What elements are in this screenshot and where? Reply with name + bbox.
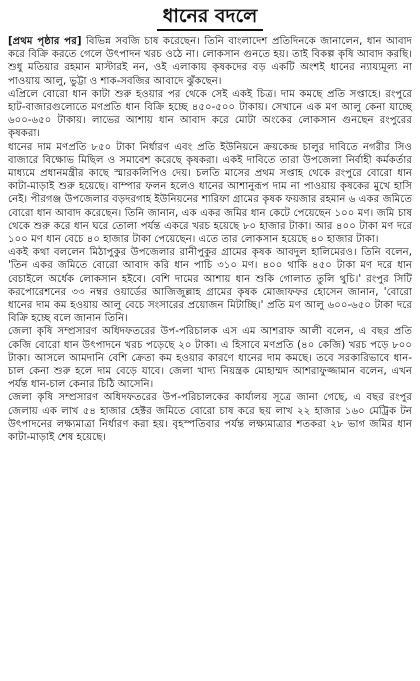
article-headline: ধানের বদলে xyxy=(157,4,264,31)
article-paragraph xyxy=(8,35,412,88)
article-paragraph: এপ্রিলে বোরো ধান কাটা শুরু হওয়ার পর থেকে সেই একই চিত্র। দাম কমছে প্রতি সপ্তাহে। রংপুরে হাট-বাজারগুলোতে মণপ্রতি ধান বিক্রি হচ্ছে ৪৫০-৫০০ টাকায়। সেখানে এক মণ আলু কেনা যাচ্ছে ৬০০-৬৫০ টাকায়। লাভের আশায় ধান আবাদ করে মোটা অংকের লোকসান গুনছেন রংপুরের কৃষকরা। xyxy=(8,88,412,140)
article-paragraph: একই কথা বললেন মিঠাপুকুর উপজেলার রানীপুকুর গ্রামের কৃষক আবদুল হালিমেরও। তিনি বলেন, 'তিন একর জমিতে বোরো আবাদ করি ধান পাচি ৩১০ মণ। ৪০০ থাকি ৪৫০ টাকা মণ দরে ধান বেচাইলে অর্ধেক লোকসান হইবে। বেশি দামের আশায় ধান শুকি গোলাত তুলি থুচি।' রংপুর সিটি করপোরেশনের ৩৩ নম্বর ওয়ার্ডের আজিজুল্লাহ গ্রামের কৃষক মোজাফফর হোসেন জানান, 'বোরো ধানের দাম কম হওয়ায় আলু বেচে সংসারের প্রয়োজন মিটাচ্ছি।' প্রতি মণ আলু ৬০০-৬৫০ টাকা দরে বিক্রি হচ্ছে বলে জানান তিনি। xyxy=(8,247,412,325)
article-paragraph: জেলা কৃষি সম্প্রসারণ অধিদফতরের উপ-পরিচালকের কার্যালয় সূত্রে জানা গেছে, এ বছর রংপুর জেলায় এক লাখ ৫৪ হাজার হেক্টর জমিতে বোরো চাষ করে ছয় লাখ ২২ হাজার ১৬০ মেট্রিক টন উৎপাদনের লক্ষ্যমাত্রা নির্ধারণ করা হয়। বৃহস্পতিবার পর্যন্ত লক্ষ্যমাত্রার শতকরা ২৮ ভাগ জমির ধান কাটা-মাড়াই শেষ হয়েছে। xyxy=(8,392,412,444)
headline-container xyxy=(8,4,412,31)
article-paragraph: ধানের দাম মণপ্রতি ৮৫০ টাকা নির্ধারণ এবং প্রতি ইউনিয়নে ক্রয়কেন্দ্র চালুর দাবিতে নগরীর সিও বাজারে বিক্ষোভ মিছিল ও সমাবেশ করেছে কৃষকরা। একই দাবিতে তারা উপজেলা নির্বাহী কর্মকর্তার মাধ্যমে প্রধানমন্ত্রীর কাছে স্মারকলিপিও দেয়। চলতি মাসের প্রথম সপ্তাহ থেকে রংপুরে বোরো ধান কাটা-মাড়াই শুরু হয়েছে। বাম্পার ফলন হলেও ধানের আশানুরূপ দাম না পাওয়ায় কৃষকের মুখে হাসি নেই। পীরগঞ্জ উপজেলার বড়দরগাহ ইউনিয়নের শারিফা গ্রামের কৃষক ফয়জার রহমান ৬ একর জমিতে বোরো ধান আবাদ করেছেন। তিনি জানান, এক একর জমির ধান কেটে পেয়েছেন ১০০ মণ। জমি চাষ থেকে শুরু করে ধান ঘরে তোলা পর্যন্ত একরে খরচ হয়েছে ৮০ হাজার টাকা। আর ৪০০ টাকা মণ দরে ১০০ মণ ধান বেচে ৪০ হাজার টাকা পেয়েছেন। এতে তার লোকসান হয়েছে ৪০ হাজার টাকা। xyxy=(8,141,412,246)
article-body xyxy=(8,35,412,444)
article-paragraph: জেলা কৃষি সম্প্রসারণ অধিদফতরের উপ-পরিচালক এস এম আশরাফ আলী বলেন, এ বছর প্রতি কেজি বোরো ধান উৎপাদনে খরচ পড়েছে ২০ টাকা। এ হিসাবে মণপ্রতি (৪০ কেজি) খরচ পড়ে ৮০০ টাকা। আসলে আমদানি বেশি ক্রেতা কম হওয়ার কারণে ধানের দাম কমছে। তবে সরকারিভাবে ধান-চাল কেনা শুরু হলে দাম বেড়ে যাবে। জেলা খাদ্য নিয়ন্ত্রক মোহাম্মদ আশরাফুজ্জামান বলেন, এখন পর্যন্ত ধান-চাল কেনার চিঠি আসেনি। xyxy=(8,326,412,391)
continued-from-front-page-label: [প্রথম পৃষ্ঠার পর] xyxy=(8,36,82,47)
paragraph-text: বিভিন্ন সবজি চাষ করেছেন। তিনি বাংলাদেশ প্রতিদিনকে জানালেন, ধান আবাদ করে বিক্রি করতে গেলে উৎপাদন খরচ ওঠে না। লোকসান গুনতে হয়। তাই বিকল্প কৃষি আবাদ করছি। শুধু মতিয়ার রহমান মাস্টারই নন, ওই এলাকায় কৃষকদের বড় একটি অংশই ধানের ন্যায্যমূল্য না পাওয়ায় আলু, ভুট্টা ও শাক-সবজির আবাদে ঝুঁকছেন। xyxy=(8,36,412,87)
